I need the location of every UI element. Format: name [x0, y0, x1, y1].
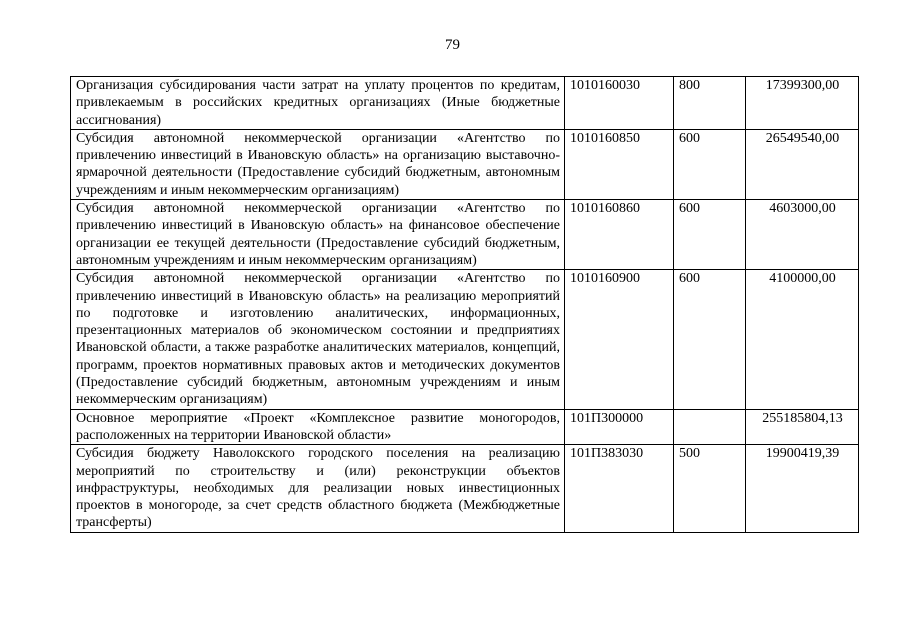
row-name: Субсидия бюджету Наволокского городского поселения на реализацию мероприятий по строительству и (или) реконструкции объектов инфраструктуры, необходимых для реализации новых инвестиционных проектов в моногороде, за счет средств областного бюджета (Межбюджетные трансферты) — [71, 445, 565, 532]
row-expense-type: 800 — [674, 77, 746, 130]
table-row — [71, 77, 859, 130]
row-expense-type: 500 — [674, 445, 746, 532]
row-sum: 4100000,00 — [746, 270, 859, 409]
row-expense-type: 600 — [674, 270, 746, 409]
row-target-code: 1010160850 — [565, 129, 674, 199]
row-sum: 26549540,00 — [746, 129, 859, 199]
row-target-code: 101П300000 — [565, 409, 674, 445]
row-sum: 19900419,39 — [746, 445, 859, 532]
row-sum: 4603000,00 — [746, 200, 859, 270]
table-row — [71, 270, 859, 409]
row-name: Субсидия автономной некоммерческой организации «Агентство по привлечению инвестиций в Ивановскую область» на финансовое обеспечение организации ее текущей деятельности (Предоставление субсидий бюджетным, автономным учреждениям и иным некоммерческим организациям) — [71, 200, 565, 270]
table-row — [71, 409, 859, 445]
budget-table — [70, 76, 859, 533]
row-expense-type — [674, 409, 746, 445]
row-expense-type: 600 — [674, 200, 746, 270]
row-name: Организация субсидирования части затрат на уплату процентов по кредитам, привлекаемым в российских кредитных организациях (Иные бюджетные ассигнования) — [71, 77, 565, 130]
row-sum: 255185804,13 — [746, 409, 859, 445]
table-row — [71, 200, 859, 270]
table-row — [71, 129, 859, 199]
row-name: Субсидия автономной некоммерческой организации «Агентство по привлечению инвестиций в Ивановскую область» на реализацию мероприятий по подготовке и изготовлению аналитических, информационных, презентационных материалов об экономическом состоянии и предприятиях Ивановской области, а также разработке аналитических материалов, концепций, программ, проектов нормативных правовых актов и методических документов (Предоставление субсидий бюджетным, автономным учреждениям и иным некоммерческим организациям) — [71, 270, 565, 409]
row-target-code: 101П383030 — [565, 445, 674, 532]
table-row — [71, 445, 859, 532]
row-name: Основное мероприятие «Проект «Комплексное развитие моногородов, расположенных на территории Ивановской области» — [71, 409, 565, 445]
row-expense-type: 600 — [674, 129, 746, 199]
row-target-code: 1010160900 — [565, 270, 674, 409]
row-name: Субсидия автономной некоммерческой организации «Агентство по привлечению инвестиций в Ивановскую область» на организацию выставочно-ярмарочной деятельности (Предоставление субсидий бюджетным, автономным учреждениям и иным некоммерческим организациям) — [71, 129, 565, 199]
row-target-code: 1010160030 — [565, 77, 674, 130]
row-sum: 17399300,00 — [746, 77, 859, 130]
page-number: 79 — [445, 37, 460, 53]
row-target-code: 1010160860 — [565, 200, 674, 270]
